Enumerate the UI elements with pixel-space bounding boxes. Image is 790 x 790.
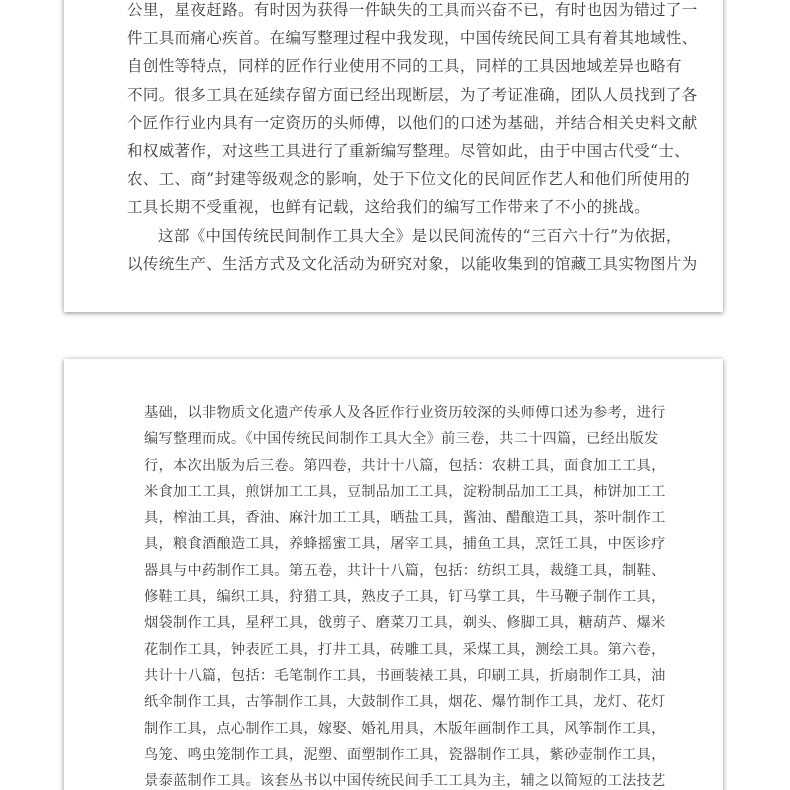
- text-line: 花制作工具，钟表匠工具，打井工具，砖雕工具，采煤工具，测绘工具。第六卷，: [144, 641, 666, 658]
- text-line: 修鞋工具，编织工具，狩猎工具，熟皮子工具，钉马掌工具，牛马鞭子制作工具，: [144, 589, 666, 606]
- text-line: 农、工、商”封建等级观念的影响，处于下位文化的民间匠作艺人和他们所使用的: [127, 170, 691, 189]
- page-2-text: [144, 400, 666, 790]
- text-line: 不同。很多工具在延续存留方面已经出现断层，为了考证准确，团队人员找到了各: [127, 85, 698, 104]
- text-line: 基础，以非物质文化遗产传承人及各匠作行业资历较深的头师傅口述为参考，进行: [144, 405, 666, 421]
- text-line: 个匠作行业内具有一定资历的头师傅，以他们的口述为基础，并结合相关史料文献: [127, 113, 698, 132]
- page-1-text: [127, 0, 698, 278]
- text-line: 以传统生产、生活方式及文化活动为研究对象，以能收集到的馆藏工具实物图片为: [127, 254, 698, 273]
- text-line: 具，榨油工具，香油、麻汁加工工具，晒盐工具，酱油、醋酿造工具，茶叶制作工: [144, 510, 666, 527]
- text-line: 景泰蓝制作工具。该套丛书以中国传统民间手工工具为主，辅之以简短的工法技艺: [144, 773, 666, 790]
- paragraph-start-line: 这部《中国传统民间制作工具大全》是以民间流传的“三百六十行”为依据，: [158, 226, 682, 245]
- text-line: 公里，星夜赶路。有时因为获得一件缺失的工具而兴奋不已，有时也因为错过了一: [127, 1, 698, 19]
- text-line: 具，粮食酒酿造工具，养蜂摇蜜工具，屠宰工具，捕鱼工具，烹饪工具，中医诊疗: [144, 536, 666, 553]
- document-page-2: [64, 359, 723, 790]
- text-line: 行，本次出版为后三卷。第四卷，共计十八篇，包括：农耕工具，面食加工工具，: [144, 457, 666, 474]
- text-line: 烟袋制作工具，星秤工具，戗剪子、磨菜刀工具，剃头、修脚工具，糖葫芦、爆米: [144, 615, 666, 632]
- text-line: 件工具而痛心疾首。在编写整理过程中我发现，中国传统民间工具有着其地域性、: [127, 29, 698, 48]
- text-line: 鸟笼、鸣虫笼制作工具，泥塑、面塑制作工具，瓷器制作工具，紫砂壶制作工具，: [144, 746, 666, 763]
- text-line: 自创性等特点，同样的匠作行业使用不同的工具，同样的工具因地域差异也略有: [127, 57, 682, 76]
- text-line: 和权威著作，对这些工具进行了重新编写整理。尽管如此，由于中国古代受“士、: [127, 142, 691, 161]
- text-line: 共计十八篇，包括：毛笔制作工具，书画装裱工具，印刷工具，折扇制作工具，油: [144, 667, 666, 684]
- text-line: 米食加工工具，煎饼加工工具，豆制品加工工具，淀粉制品加工工具，柿饼加工工: [144, 483, 666, 500]
- text-line: 编写整理而成。《中国传统民间制作工具大全》前三卷，共二十四篇，已经出版发: [144, 431, 659, 448]
- text-line: 制作工具，点心制作工具，嫁娶、婚礼用具，木版年画制作工具，风筝制作工具，: [144, 720, 666, 737]
- text-line: 纸伞制作工具，古筝制作工具，大鼓制作工具，烟花、爆竹制作工具，龙灯、花灯: [144, 694, 666, 711]
- document-page-1: [64, 0, 723, 312]
- text-line: 器具与中药制作工具。第五卷，共计十八篇，包括：纺织工具，裁缝工具，制鞋、: [144, 562, 666, 579]
- text-line: 工具长期不受重视，也鲜有记载，这给我们的编写工作带来了不小的挑战。: [127, 198, 651, 217]
